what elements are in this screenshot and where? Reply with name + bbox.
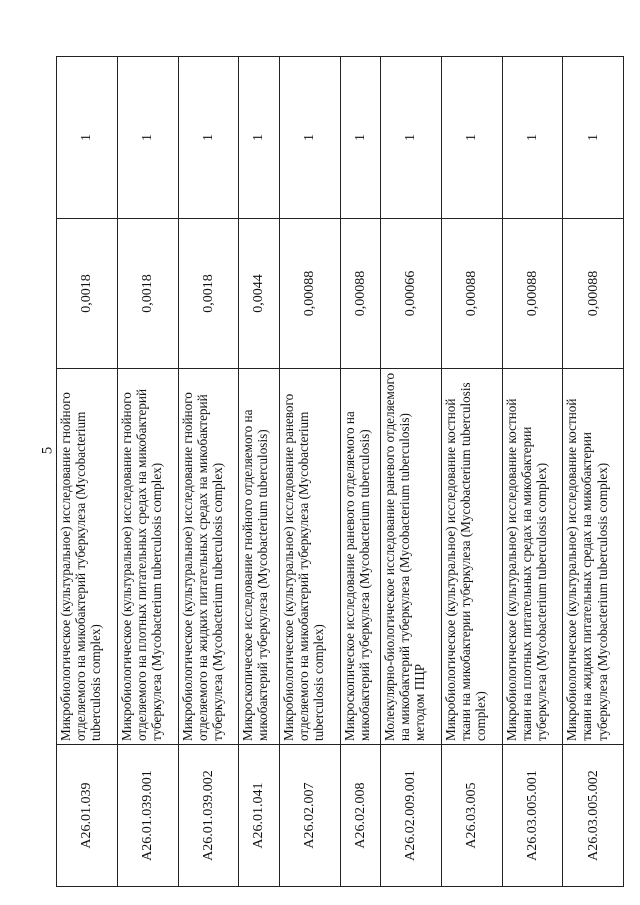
service-code: A26.01.039 bbox=[57, 745, 118, 887]
service-code: A26.03.005.002 bbox=[563, 745, 624, 887]
service-code: A26.03.005 bbox=[441, 745, 502, 887]
table-row bbox=[340, 57, 381, 887]
service-description: Микробиологическое (культуральное) исследование костной ткани на плотных питательных средах на микобактерии туберкулеза (Mycobacterium tuberculosis complex) bbox=[502, 369, 563, 745]
frequency-coefficient: 0,0044 bbox=[239, 219, 280, 369]
multiplicity: 1 bbox=[239, 57, 280, 219]
service-code: A26.02.007 bbox=[279, 745, 340, 887]
table-row bbox=[441, 57, 502, 887]
multiplicity: 1 bbox=[117, 57, 178, 219]
table-row bbox=[381, 57, 442, 887]
multiplicity: 1 bbox=[381, 57, 442, 219]
frequency-coefficient: 0,00088 bbox=[279, 219, 340, 369]
service-description: Молекулярно-биологическое исследование раневого отделяемого на микобактерий туберкулеза (Mycobacterium tuberculosis) методом ПЦР bbox=[381, 369, 442, 745]
table-row bbox=[57, 57, 118, 887]
service-code: A26.01.039.001 bbox=[117, 745, 178, 887]
multiplicity: 1 bbox=[178, 57, 239, 219]
services-table bbox=[56, 56, 624, 887]
service-code: A26.01.039.002 bbox=[178, 745, 239, 887]
service-description: Микробиологическое (культуральное) исследование гнойного отделяемого на жидких питательных средах на микобактерий туберкулеза (Mycobacterium tuberculosis complex) bbox=[178, 369, 239, 745]
table-row bbox=[563, 57, 624, 887]
table-row bbox=[117, 57, 178, 887]
service-description: Микробиологическое (культуральное) исследование гнойного отделяемого на плотных питательных средах на микобактерий туберкулеза (Mycobacterium tuberculosis complex) bbox=[117, 369, 178, 745]
table-row bbox=[178, 57, 239, 887]
service-description: Микроскопическое исследование раневого отделяемого на микобактерий туберкулеза (Mycobacterium tuberculosis) bbox=[340, 369, 381, 745]
service-description: Микробиологическое (культуральное) исследование раневого отделяемого на микобактерий туберкулеза (Mycobacterium tuberculosis complex) bbox=[279, 369, 340, 745]
frequency-coefficient: 0,00088 bbox=[441, 219, 502, 369]
service-description: Микроскопическое исследование гнойного отделяемого на микобактерий туберкулеза (Mycobacterium tuberculosis) bbox=[239, 369, 280, 745]
frequency-coefficient: 0,00088 bbox=[502, 219, 563, 369]
multiplicity: 1 bbox=[441, 57, 502, 219]
service-code: A26.02.009.001 bbox=[381, 745, 442, 887]
multiplicity: 1 bbox=[563, 57, 624, 219]
rotated-table-container bbox=[56, 57, 624, 887]
service-code: A26.03.005.001 bbox=[502, 745, 563, 887]
service-description: Микробиологическое (культуральное) исследование костной ткани на микобактерии туберкулеза (Mycobacterium tuberculosis complex) bbox=[441, 369, 502, 745]
service-description: Микробиологическое (культуральное) исследование костной ткани на жидких питательных средах на микобактерии туберкулеза (Mycobacterium tuberculosis complex) bbox=[563, 369, 624, 745]
table-row bbox=[279, 57, 340, 887]
multiplicity: 1 bbox=[279, 57, 340, 219]
frequency-coefficient: 0,0018 bbox=[117, 219, 178, 369]
frequency-coefficient: 0,00088 bbox=[340, 219, 381, 369]
multiplicity: 1 bbox=[340, 57, 381, 219]
service-code: A26.02.008 bbox=[340, 745, 381, 887]
frequency-coefficient: 0,0018 bbox=[178, 219, 239, 369]
page-number: 5 bbox=[39, 446, 56, 455]
frequency-coefficient: 0,00088 bbox=[563, 219, 624, 369]
frequency-coefficient: 0,00066 bbox=[381, 219, 442, 369]
multiplicity: 1 bbox=[57, 57, 118, 219]
table-row bbox=[239, 57, 280, 887]
frequency-coefficient: 0,0018 bbox=[57, 219, 118, 369]
multiplicity: 1 bbox=[502, 57, 563, 219]
service-code: A26.01.041 bbox=[239, 745, 280, 887]
service-description: Микробиологическое (культуральное) исследование гнойного отделяемого на микобактерий туберкулеза (Mycobacterium tuberculosis complex) bbox=[57, 369, 118, 745]
table-row bbox=[502, 57, 563, 887]
